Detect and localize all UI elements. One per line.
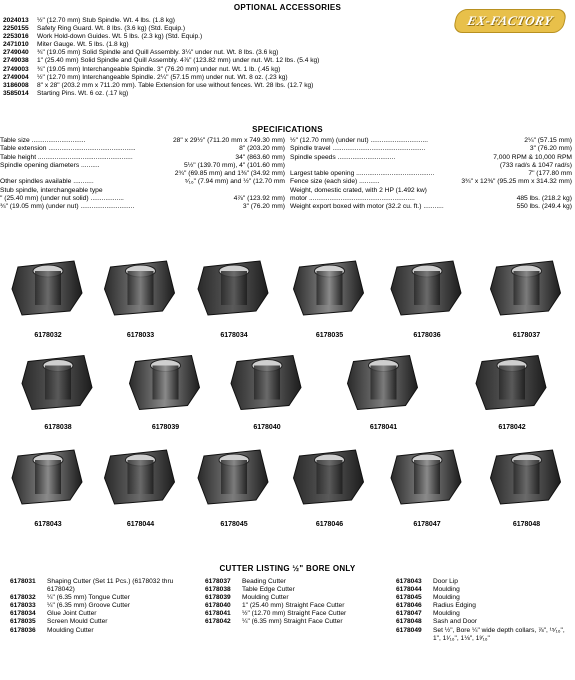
accessories-heading: OPTIONAL ACCESSORIES [233, 3, 342, 12]
spec-label: Table size ............................. [0, 137, 86, 144]
spec-row [0, 137, 285, 145]
cutter-listing-description: Table Edge Cutter [242, 586, 295, 594]
accessory-row [3, 74, 319, 82]
cutter-photo [215, 341, 319, 434]
accessory-part-number: 2253016 [3, 33, 29, 41]
cutter-image [283, 245, 376, 341]
accessory-part-number: 2749038 [3, 57, 29, 65]
cutter-listing-row [396, 578, 571, 586]
cutter-image [478, 245, 575, 341]
accessory-row [3, 82, 319, 90]
accessory-part-number: 2749004 [3, 73, 29, 81]
cutter-listing-part-number: 6178042 [205, 618, 231, 626]
cutter-image [449, 342, 575, 433]
cutter-part-number: 6178043 [34, 521, 62, 528]
cutter-listing-description: Beading Cutter [242, 578, 286, 585]
cutter-listing-row [205, 578, 385, 586]
cutter-listing-description: Door Lip [433, 578, 458, 585]
spec-value: ⁵⁄₁₆" (7.94 mm) and ½" (12.70 mm [184, 178, 285, 186]
specs-left-column [0, 137, 285, 212]
accessory-row [3, 33, 319, 41]
cutter-part-number: 6178046 [315, 521, 344, 528]
cutter-image [1, 434, 95, 530]
cutter-part-number: 6178040 [253, 424, 281, 431]
cutter-photo [185, 244, 283, 342]
spec-label [0, 170, 175, 178]
accessory-description: Miter Gauge. Wt. 5 lbs. (1.8 kg) [37, 41, 129, 49]
specifications-heading: SPECIFICATIONS [252, 125, 323, 134]
ex-factory-logo: EX-FACTORY [452, 9, 567, 33]
spec-value: 7" (177.80 mm [528, 170, 572, 178]
spec-row [290, 170, 572, 178]
cutter-listing-part-number: 6178044 [396, 586, 422, 594]
cutter-part-number: 6178041 [369, 424, 398, 431]
spec-label: Largest table opening .......................................... [290, 170, 435, 178]
spec-row [290, 137, 572, 145]
spec-label: Other spindles available ........... [0, 178, 94, 186]
cutter-listing-part-number: 6178046 [396, 602, 422, 610]
cutter-part-number: 6178037 [512, 332, 541, 339]
accessory-row [3, 41, 319, 49]
cutter-image [1, 245, 95, 341]
spec-row [290, 145, 572, 153]
spec-label: motor ......................................................... [290, 195, 415, 203]
accessory-description: Safety Ring Guard. Wt. 8 lbs. (3.6 kg) (Std. Equip.) [37, 25, 186, 33]
cutter-listing-description: Moulding [433, 594, 460, 602]
accessory-description: 1" (25.40 mm) Solid Spindle and Quill Assembly. 4⅞" (123.82 mm) under nut. Wt. 12 lbs. (5.4 kg) [37, 57, 320, 65]
cutter-listing-description: Moulding Cutter [242, 594, 289, 602]
spec-row [0, 195, 285, 203]
cutter-listing-col3 [396, 578, 571, 643]
cutter-listing-description: ¼" (6.35 mm) Tongue Cutter [47, 594, 130, 602]
cutter-part-number: 6178044 [126, 521, 155, 528]
cutter-listing-description: Moulding [433, 610, 460, 618]
spec-label: ½" (12.70 mm) (under nut) ............................... [290, 137, 429, 144]
cutter-listing-row [205, 586, 385, 594]
spec-value: 2¾" (69.85 mm) and 1⅜" (34.92 mm) [174, 170, 285, 178]
spec-label: Weight export boxed with motor (32.2 cu. ft.) ........... [290, 203, 444, 211]
cutter-listing-part-number: 6178035 [10, 618, 36, 626]
spec-value: 28" x 29½" (711.20 mm x 749.30 mm) [172, 137, 285, 144]
accessory-row [3, 90, 319, 98]
cutter-listing-part-number: 6178037 [205, 578, 231, 585]
cutter-photo [0, 433, 96, 531]
accessory-part-number: 2471010 [3, 41, 29, 49]
cutter-listing-row [10, 594, 192, 602]
cutter-listing-row [205, 618, 385, 626]
cutter-image [1, 342, 115, 433]
spec-value: 7,000 RPM & 10,000 RPM [493, 153, 572, 161]
cutter-part-number: 6178039 [151, 424, 180, 431]
cutter-listing-part-number: 6178038 [205, 586, 231, 594]
spec-value: 485 lbs. (218.2 kg) [516, 195, 572, 203]
cutter-listing-row [396, 602, 571, 610]
spec-row [0, 187, 285, 195]
accessory-row [3, 25, 319, 33]
cutter-part-number: 6178034 [220, 332, 248, 339]
spec-row [0, 162, 285, 170]
cutter-image [478, 434, 575, 530]
accessory-description: Starting Pins. Wt. 6 oz. (.17 kg) [37, 89, 129, 97]
cutter-listing-row [205, 610, 385, 618]
cutter-part-number: 6178033 [126, 332, 155, 339]
cutter-part-number: 6178032 [34, 332, 62, 339]
accessory-part-number: 2749003 [3, 65, 29, 73]
cutter-listing-col2 [205, 578, 385, 627]
spec-value: 8" (203.20 mm) [239, 145, 285, 153]
accessory-row [3, 57, 319, 65]
spec-row [290, 154, 572, 162]
cutter-image [186, 434, 282, 530]
cutter-listing-part-number: 6178034 [10, 610, 36, 618]
cutter-photo [0, 244, 96, 342]
accessory-description: ½" (12.70 mm) Interchangeable Spindle. 2¼" (57.15 mm) under nut. Wt. 8 oz. (.23 kg) [37, 73, 288, 81]
spec-value: 3" (76.20 mm) [242, 203, 285, 211]
spec-row [290, 195, 572, 203]
spec-row [0, 154, 285, 162]
spec-row [0, 178, 285, 186]
cutter-image [283, 434, 376, 530]
spec-label: Spindle travel .................................................. [290, 145, 426, 153]
cutter-listing-part-number: 6178031 [10, 578, 36, 585]
spec-value: 550 lbs. (249.4 kg) [516, 203, 572, 211]
accessory-part-number: 2024013 [3, 17, 29, 24]
spec-row [290, 178, 572, 186]
cutter-listing-part-number: 6178045 [396, 594, 422, 602]
cutter-listing-part-number: 6178033 [10, 602, 36, 610]
accessory-description: 8" x 28" (203.2 mm x 711.20 mm). Table Extension for use without fences. Wt. 28 lbs. (12.7 kg) [37, 81, 314, 89]
accessory-row [3, 66, 319, 74]
spec-value: (733 rad/s & 1047 rad/s) [499, 161, 572, 169]
cutter-photo [376, 433, 478, 531]
cutter-listing-part-number: 6178049 [396, 626, 422, 634]
cutter-listing-description: 1" (25.40 mm) Straight Face Cutter [242, 602, 345, 610]
cutter-part-number: 6178036 [413, 332, 441, 339]
cutter-listing-description: Shaping Cutter (Set 11 Pcs.) (6178032 thru 6178042) [47, 578, 174, 594]
spec-row [290, 187, 572, 195]
cutter-listing-row [396, 594, 571, 602]
spec-value: 5½" (139.70 mm), 4" (101.60 mm) [183, 161, 285, 169]
cutter-listing-description: Set ½", Bore ¼" wide depth collars, ⅞", ¹⁵⁄₁₆", 1", 1¹⁄₁₆", 1⅛", 1³⁄₁₆" [433, 626, 565, 642]
cutter-photo [115, 341, 216, 434]
cutter-photo [282, 433, 377, 531]
cutter-listing-part-number: 6178040 [205, 602, 231, 610]
specs-right-column [290, 137, 572, 212]
spec-row [0, 145, 285, 153]
cutter-listing-row [10, 618, 192, 626]
spec-value: 3¾" x 12⅜" (95.25 mm x 314.32 mm) [461, 178, 572, 186]
cutter-photo [185, 433, 283, 531]
cutter-image [116, 342, 215, 433]
cutter-image [377, 245, 477, 341]
cutter-photo [318, 341, 449, 434]
cutter-listing-part-number: 6178036 [10, 626, 36, 634]
spec-label: Stub spindle, interchangeable type [0, 186, 103, 194]
accessory-description: ½" (12.70 mm) Stub Spindle. Wt. 4 lbs. (1.8 kg) [37, 17, 175, 24]
cutter-listing-description: ½" (12.70 mm) Straight Face Cutter [242, 610, 347, 618]
cutter-listing-description: Radius Edging [433, 602, 476, 610]
spec-label: " (25.40 mm) (under nut solid) .................. [0, 195, 124, 203]
cutter-photo [282, 244, 377, 342]
cutter-image [216, 342, 318, 433]
spec-label: Fence size (each side) ........... [290, 178, 380, 186]
cutter-listing-col1 [10, 578, 192, 635]
cutter-photo [477, 433, 575, 531]
spec-label: Spindle opening diameters .......... [0, 161, 100, 169]
cutter-listing-description: ¼" (6.35 mm) Groove Cutter [47, 602, 130, 610]
cutter-image [319, 342, 448, 433]
cutter-listing-part-number: 6178041 [205, 610, 231, 618]
cutter-part-number: 6178045 [220, 521, 248, 528]
cutter-listing-description: Sash and Door [433, 618, 477, 626]
spec-value: 4⅞" (123.92 mm) [233, 195, 285, 203]
cutter-listing-description: Moulding Cutter [47, 626, 94, 634]
spec-label: Table extension ............................................... [0, 145, 136, 153]
accessory-part-number: 3186008 [3, 81, 29, 89]
cutter-photo-grid [0, 244, 575, 529]
cutter-photo [477, 244, 575, 342]
cutter-listing-heading: CUTTER LISTING ½" BORE ONLY [219, 564, 356, 573]
cutter-image [377, 434, 477, 530]
cutter-listing-part-number: 6178032 [10, 594, 36, 602]
cutter-part-number: 6178035 [315, 332, 344, 339]
cutter-photo [95, 244, 186, 342]
cutter-listing-row [10, 610, 192, 618]
cutter-listing-description: ¼" (6.35 mm) Straight Face Cutter [242, 618, 343, 626]
spec-row [290, 162, 572, 170]
spec-row [0, 203, 285, 211]
spec-label: Weight, domestic crated, with 2 HP (1.492 kw) [290, 186, 427, 194]
spec-value: 2¼" (57.15 mm) [524, 137, 572, 144]
cutter-listing-row [10, 602, 192, 610]
cutter-part-number: 6178042 [498, 424, 526, 431]
accessory-description: ¾" (19.05 mm) Interchangeable Spindle. 3" (76.20 mm) under nut. Wt. 1 lb. (.45 kg) [37, 65, 281, 73]
cutter-image [96, 434, 185, 530]
accessory-description: ¾" (19.05 mm) Solid Spindle and Quill Assembly. 3¼" under nut. Wt. 8 lbs. (3.6 kg) [37, 49, 279, 57]
spec-label: Spindle speeds ............................... [290, 153, 396, 161]
cutter-part-number: 6178047 [413, 521, 441, 528]
accessory-part-number: 2749040 [3, 49, 29, 57]
spec-label [290, 162, 500, 170]
cutter-photo [95, 433, 186, 531]
spec-row [290, 203, 572, 211]
cutter-listing-row [396, 610, 571, 618]
cutter-listing-row [396, 586, 571, 594]
cutter-listing-row [396, 618, 571, 626]
cutter-listing-part-number: 6178048 [396, 618, 422, 626]
cutter-part-number: 6178038 [44, 424, 72, 431]
spec-value: 34" (863.60 mm) [235, 153, 285, 161]
spec-label: Table height ................................................... [0, 153, 133, 161]
cutter-listing-row [10, 578, 192, 594]
cutter-listing-part-number: 6178047 [396, 610, 422, 618]
cutter-part-number: 6178048 [512, 521, 541, 528]
cutter-listing-part-number: 6178039 [205, 594, 231, 602]
cutter-photo [0, 341, 116, 434]
accessory-part-number: 3585014 [3, 89, 29, 97]
spec-label: ¾" (19.05 mm) (under nut) ............................. [0, 203, 135, 211]
cutter-listing-description: Glue Joint Cutter [47, 610, 97, 618]
cutter-listing-row [10, 627, 192, 635]
cutter-listing-row [396, 627, 571, 643]
cutter-image [186, 245, 282, 341]
spec-value: 3" (76.20 mm) [529, 145, 572, 153]
cutter-listing-description: Moulding [433, 586, 460, 594]
cutter-listing-row [205, 594, 385, 602]
cutter-photo [376, 244, 478, 342]
accessory-description: Work Hold-down Guides. Wt. 5 lbs. (2.3 kg) (Std. Equip.) [37, 33, 203, 41]
accessory-row [3, 49, 319, 57]
accessories-list [3, 17, 319, 98]
cutter-listing-description: Screen Mould Cutter [47, 618, 108, 626]
accessory-part-number: 2250155 [3, 25, 29, 33]
cutter-photo [448, 341, 575, 434]
cutter-listing-part-number: 6178043 [396, 578, 422, 585]
cutter-image [96, 245, 185, 341]
accessory-row [3, 17, 319, 25]
